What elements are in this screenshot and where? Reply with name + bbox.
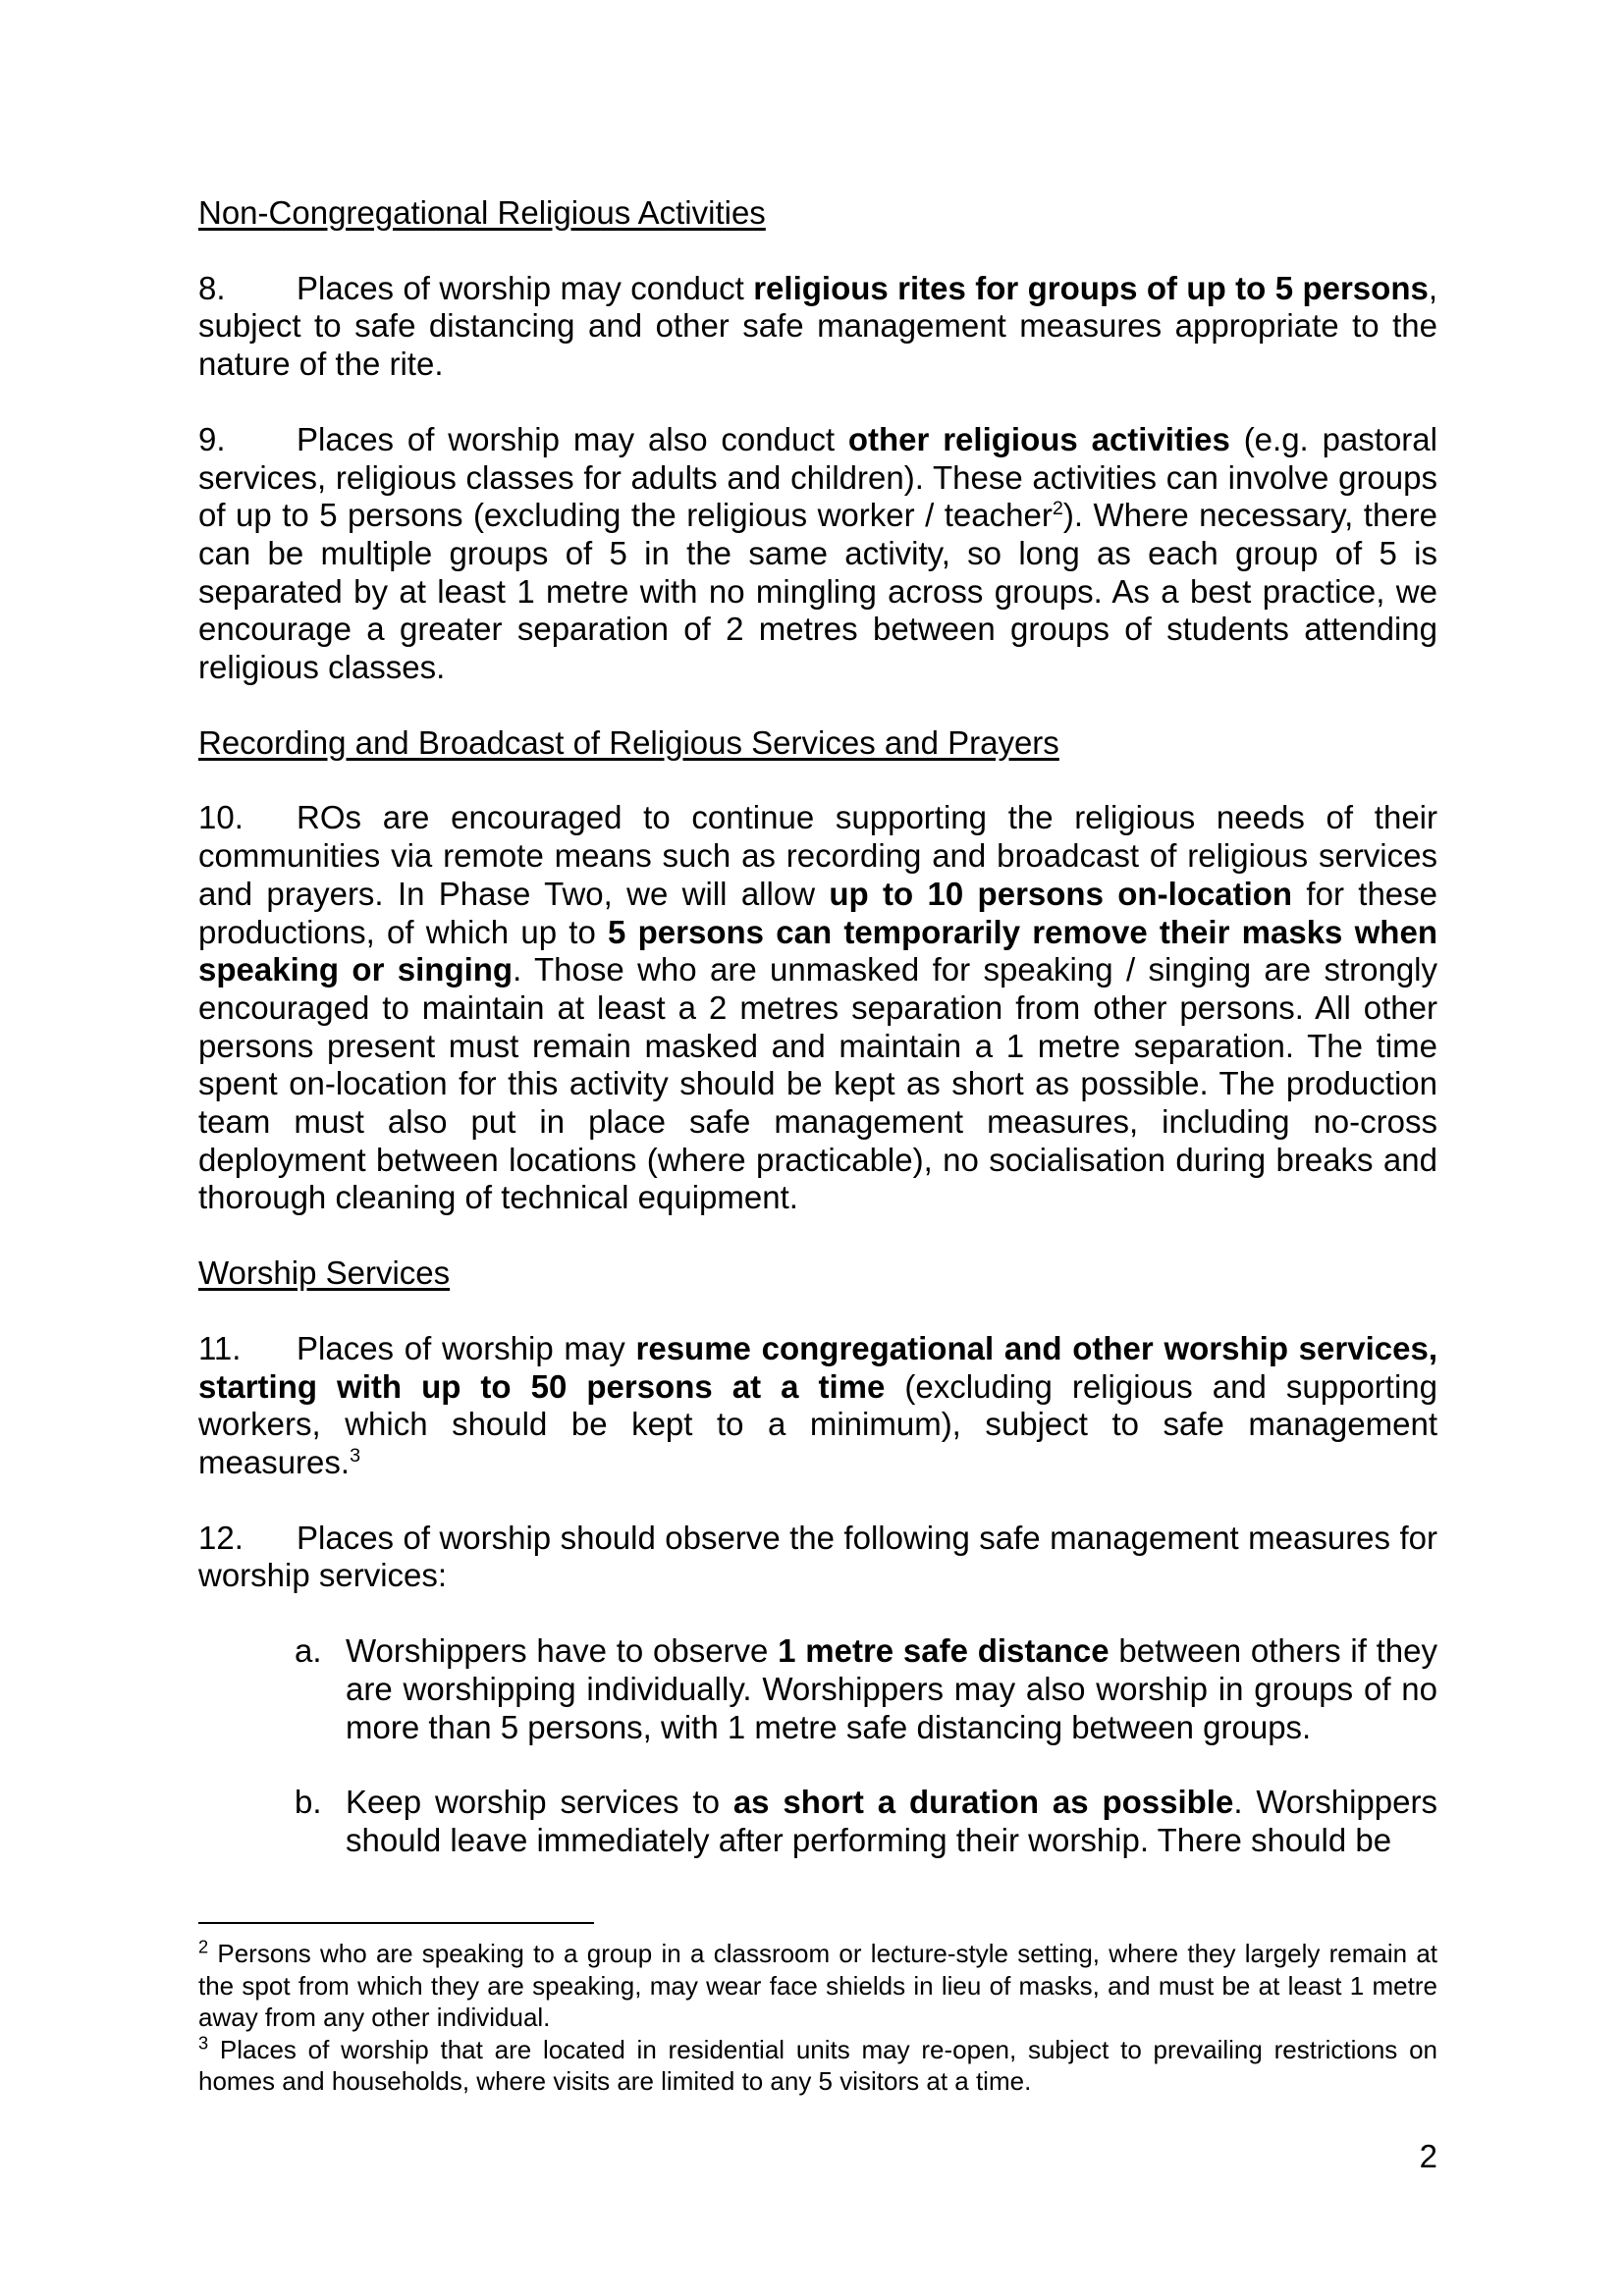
paragraph-number: 12. <box>198 1519 244 1556</box>
footnote-3 <box>198 2034 1437 2098</box>
paragraph-text: (excluding religious and supporting workers, which should be kept to a minimum), subject to safe management measures. <box>198 1367 1437 1480</box>
paragraph-text: Places of worship may also conduct <box>297 420 848 457</box>
paragraph-number: 9. <box>198 420 226 457</box>
paragraph-text: Places of worship may <box>297 1329 636 1366</box>
page-number: 2 <box>1419 2138 1437 2174</box>
paragraph-text: ). Where necessary, there can be multiple groups of 5 in the same activity, so long as each group of 5 is separated by at least 1 metre with no mingling across groups. As a best practice, we encourage a greater separation of 2 metres between groups of students attending religious classes. <box>198 497 1437 686</box>
paragraph-12 <box>198 1520 1437 1595</box>
paragraph-11 <box>198 1330 1437 1482</box>
list-item-text: Keep worship services to <box>346 1784 733 1821</box>
section-heading-non-congregational: Non-Congregational Religious Activities <box>198 194 766 231</box>
list-item-b <box>198 1784 1437 1859</box>
section-heading-worship-services: Worship Services <box>198 1255 451 1292</box>
paragraph-text: , subject to safe distancing and other safe management measures appropriate to the nature of the rite. <box>198 269 1437 383</box>
footnote-2 <box>198 1938 1437 2034</box>
footnote-separator <box>198 1922 594 1924</box>
list-marker: b. <box>295 1784 322 1821</box>
paragraph-number: 10. <box>198 799 244 836</box>
measures-list <box>198 1632 1437 1860</box>
list-item-a <box>198 1632 1437 1746</box>
footnote-reference-3[interactable]: 3 <box>350 1444 361 1467</box>
list-marker: a. <box>295 1632 322 1670</box>
paragraph-bold-text: up to 10 persons on-location <box>829 875 1293 912</box>
footnotes <box>198 1938 1437 2098</box>
paragraph-number: 8. <box>198 269 226 306</box>
footnote-marker: 2 <box>198 1937 209 1957</box>
page-body <box>198 194 1437 1897</box>
list-item-bold-text: as short a duration as possible <box>732 1784 1234 1821</box>
paragraph-8 <box>198 270 1437 384</box>
list-item-text: Worshippers have to observe <box>346 1632 779 1670</box>
paragraph-text: . Those who are unmasked for speaking / singing are strongly encouraged to maintain at least a 2 metres separation from other persons. All other persons present must remain masked and maintain a 1 metre separation. The time spent on-location for this activity should be kept as short as possible. The production team must also put in place safe management measures, including no-cross deployment between locations (where practicable), no socialisation during breaks and thorough cleaning of technical equipment. <box>198 951 1437 1216</box>
paragraph-text: (e.g. pastoral services, religious classes for adults and children). These activities can involve groups of up to 5 persons (excluding the religious worker / teacher <box>198 420 1437 534</box>
paragraph-bold-text: other religious activities <box>847 420 1230 457</box>
paragraph-bold-text: religious rites for groups of up to 5 persons <box>753 269 1429 306</box>
section-heading-recording-broadcast: Recording and Broadcast of Religious Services and Prayers <box>198 723 1059 761</box>
list-item-bold-text: 1 metre safe distance <box>778 1632 1110 1670</box>
list-item-text: . Worshippers should leave immediately after performing their worship. There should be <box>346 1784 1437 1858</box>
paragraph-bold-text: 5 persons can temporarily remove their masks when speaking or singing <box>198 913 1437 988</box>
list-item-text: between others if they are worshipping individually. Worshippers may also worship in groups of no more than 5 persons, with 1 metre safe distancing between groups. <box>346 1632 1438 1745</box>
paragraph-9 <box>198 421 1437 687</box>
paragraph-number: 11. <box>198 1329 242 1366</box>
footnote-marker: 3 <box>198 2032 209 2053</box>
paragraph-10 <box>198 799 1437 1217</box>
paragraph-text: Places of worship should observe the following safe management measures for worship services: <box>198 1519 1437 1594</box>
paragraph-text: for these productions, of which up to <box>198 875 1438 950</box>
footnote-text: Persons who are speaking to a group in a classroom or lecture-style setting, where they largely remain at the spot from which they are speaking, may wear face shields in lieu of masks, and must be at least 1 metre away from any other individual. <box>198 1939 1437 2032</box>
paragraph-text: Places of worship may conduct <box>297 269 754 306</box>
paragraph-text: ROs are encouraged to continue supporting the religious needs of their communities via remote means such as recording and broadcast of religious services and prayers. In Phase Two, we will allow <box>198 799 1437 912</box>
footnote-reference-2[interactable]: 2 <box>1052 498 1063 520</box>
footnote-text: Places of worship that are located in residential units may re-open, subject to prevailing restrictions on homes and households, where visits are limited to any 5 visitors at a time. <box>198 2034 1437 2096</box>
paragraph-bold-text: resume congregational and other worship services, starting with up to 50 persons at a time <box>198 1329 1437 1405</box>
